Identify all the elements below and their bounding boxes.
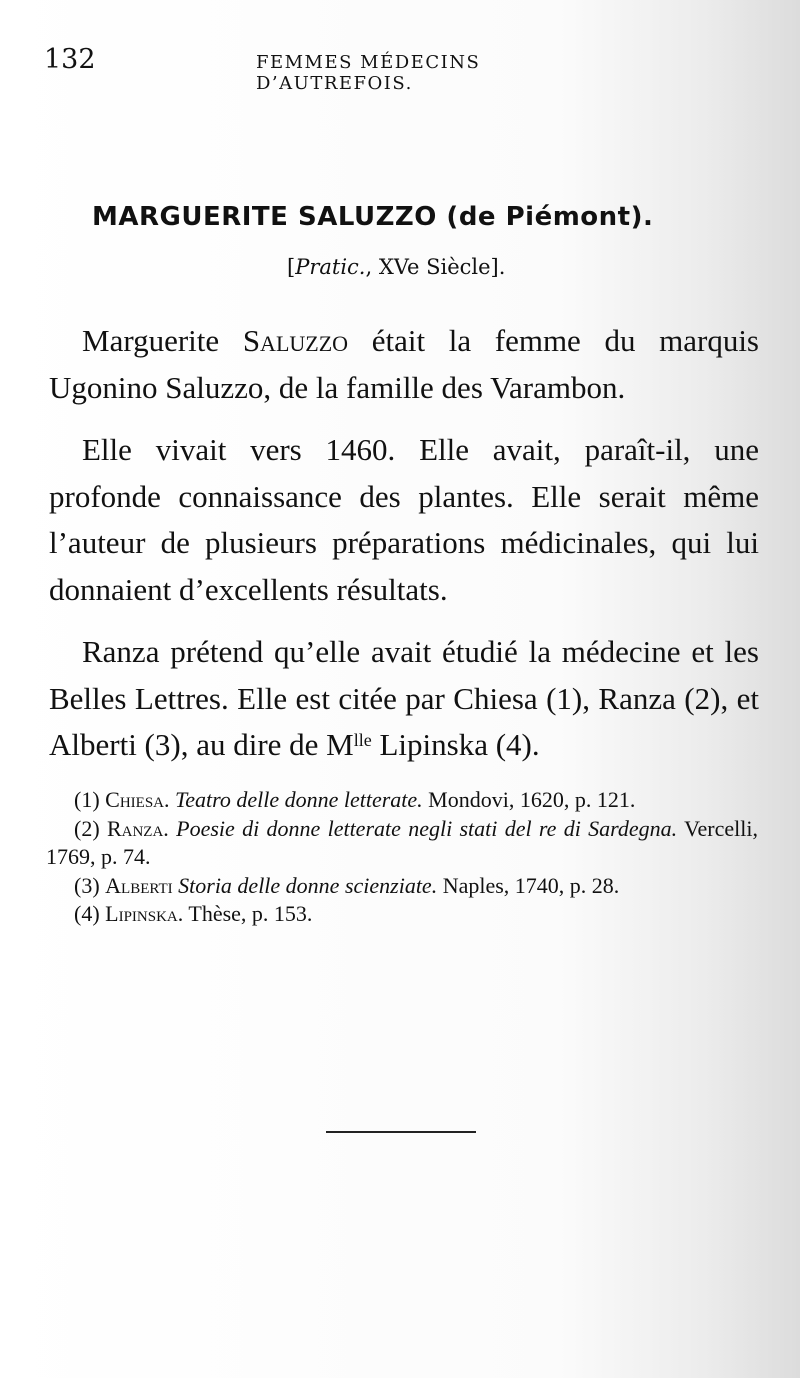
running-title: FEMMES MÉDECINS D’AUTREFOIS. <box>256 52 481 94</box>
entry-title: MARGUERITE SALUZZO (de Piémont). <box>92 202 654 232</box>
subtitle-rest: , XVe Siècle]. <box>365 255 506 279</box>
paragraph-1-surname: Saluzzo <box>242 323 349 358</box>
paragraph-1 <box>49 318 759 411</box>
footnote-2 <box>46 815 758 872</box>
footnote-3 <box>46 872 758 901</box>
paragraph-1-after: était la femme du marquis Ugonino Saluzzo, de la famille des Varambon. <box>49 323 759 405</box>
page-number: 132 <box>44 44 96 75</box>
footnote-1 <box>46 786 758 815</box>
footnote-title: Teatro delle donne letterate. <box>175 787 423 812</box>
footnote-title: Storia delle donne scienziate. <box>178 872 438 898</box>
paragraph-3-sup: lle <box>353 730 372 750</box>
footnote-num: (1) <box>74 787 106 812</box>
running-head <box>44 44 644 94</box>
footnote-rest: Mondovi, 1620, p. 121. <box>422 787 636 812</box>
paragraph-3 <box>49 629 759 769</box>
subtitle-open-bracket: [ <box>287 255 296 279</box>
footnote-rest: Thèse, p. 153. <box>183 901 313 926</box>
footnote-num: (3) <box>74 872 106 898</box>
end-rule <box>326 1131 476 1133</box>
footnote-author: Chiesa. <box>105 787 170 812</box>
footnote-rest: Vercelli, 1769, p. 74. <box>46 815 758 869</box>
paragraph-1-before: Marguerite <box>82 323 243 358</box>
body-text <box>49 318 759 785</box>
footnote-num: (4) <box>74 901 106 926</box>
paragraph-3-text-b: Lipinska (4). <box>371 727 540 762</box>
footnote-num: (2) <box>74 815 107 841</box>
subtitle-abbrev: Pratic. <box>295 255 366 279</box>
entry-subtitle <box>287 255 505 279</box>
paragraph-3-text-a: Ranza prétend qu’elle avait étudié la médecine et les Belles Lettres. Elle est citée par Chiesa (1), Ranza (2), et Alberti (3), au dire de M <box>49 634 759 762</box>
footnote-4 <box>46 900 758 929</box>
paragraph-2: Elle vivait vers 1460. Elle avait, paraît-il, une profonde connaissance des plantes. Elle serait même l’auteur de plusieurs préparations médicinales, qui lui donnaient d’excellents résultats. <box>49 432 759 607</box>
footnotes <box>46 786 758 929</box>
footnote-author: Lipinska. <box>105 901 184 926</box>
footnote-author: Alberti <box>105 872 173 898</box>
footnote-author: Ranza. <box>106 815 169 841</box>
footnote-title: Poesie di donne letterate negli stati del re di Sardegna. <box>176 815 678 841</box>
footnote-rest: Naples, 1740, p. 28. <box>437 872 620 898</box>
